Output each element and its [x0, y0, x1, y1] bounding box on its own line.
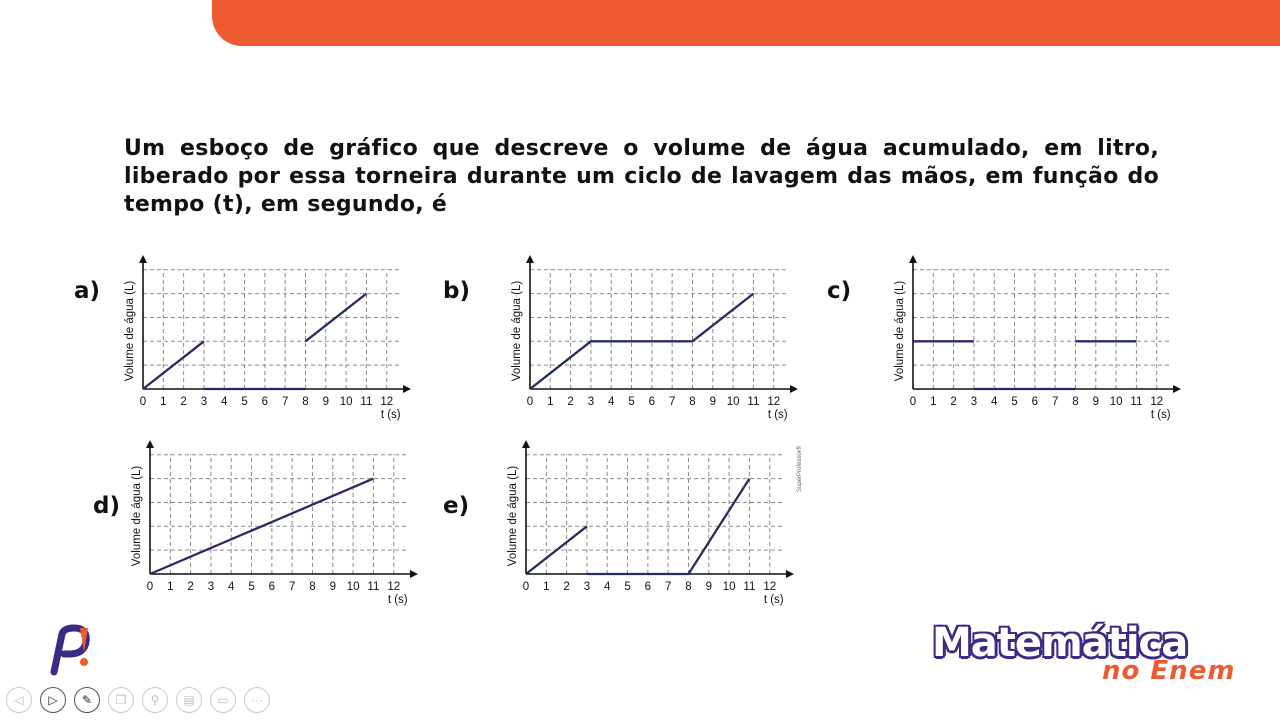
zoom-icon[interactable]: ⚲ — [142, 687, 168, 713]
y-axis-label: Volume de água (L) — [131, 465, 143, 567]
chart-svg — [889, 255, 1189, 435]
x-tick-label: 9 — [322, 396, 329, 408]
chart-option-e[interactable] — [502, 440, 802, 620]
brand-subtitle: no Enem — [1102, 656, 1236, 686]
x-tick-label: 8 — [685, 581, 692, 593]
x-tick-label: 6 — [261, 396, 269, 408]
x-tick-label: 1 — [160, 396, 167, 408]
x-tick-label: 3 — [583, 581, 591, 593]
x-tick-label: 0 — [139, 396, 147, 408]
x-axis-arrow — [410, 570, 418, 578]
x-tick-label: 10 — [339, 396, 353, 408]
x-tick-label: 2 — [950, 396, 957, 408]
option-e-label[interactable]: e) — [443, 493, 470, 519]
x-tick-label: 2 — [563, 581, 570, 593]
x-axis-label: t (s) — [380, 409, 401, 421]
x-tick-label: 7 — [668, 396, 676, 408]
grid — [143, 269, 401, 389]
x-tick-label: 7 — [288, 581, 296, 593]
x-tick-label: 10 — [346, 581, 360, 593]
x-tick-label: 12 — [1150, 396, 1164, 408]
x-tick-label: 5 — [1011, 396, 1018, 408]
x-tick-label: 2 — [567, 396, 574, 408]
x-tick-label: 11 — [747, 396, 760, 408]
x-tick-label: 9 — [329, 581, 336, 593]
grid — [913, 269, 1171, 389]
more-icon[interactable]: ··· — [244, 687, 270, 713]
x-tick-label: 11 — [1130, 396, 1143, 408]
option-c-label[interactable]: c) — [827, 278, 852, 304]
x-tick-label: 0 — [526, 396, 534, 408]
image-credit: SuperProfessor® — [797, 445, 803, 492]
x-axis-arrow — [1173, 385, 1181, 393]
grid — [526, 454, 784, 574]
x-tick-label: 12 — [767, 396, 781, 408]
x-tick-label: 1 — [547, 396, 554, 408]
x-tick-label: 3 — [970, 396, 978, 408]
grid — [150, 454, 408, 574]
x-tick-label: 3 — [200, 396, 208, 408]
grid — [530, 269, 788, 389]
x-tick-label: 6 — [1031, 396, 1039, 408]
x-tick-label: 8 — [309, 581, 316, 593]
x-tick-label: 12 — [380, 396, 394, 408]
y-axis-arrow — [526, 255, 534, 263]
player-toolbar — [6, 686, 270, 714]
y-axis-arrow — [139, 255, 147, 263]
x-tick-label: 6 — [268, 581, 276, 593]
chart-svg — [119, 255, 419, 435]
x-tick-label: 0 — [522, 581, 530, 593]
x-axis-label: t (s) — [1150, 409, 1171, 421]
x-tick-label: 5 — [248, 581, 255, 593]
y-axis-arrow — [909, 255, 917, 263]
header-bar — [212, 0, 1280, 46]
x-tick-label: 8 — [302, 396, 309, 408]
x-tick-label: 11 — [743, 581, 756, 593]
x-tick-label: 8 — [1072, 396, 1079, 408]
prev-icon[interactable]: ◁ — [6, 687, 32, 713]
y-axis-arrow — [146, 440, 154, 448]
y-axis-label: Volume de água (L) — [124, 280, 136, 382]
x-tick-label: 10 — [726, 396, 740, 408]
x-tick-label: 7 — [1051, 396, 1059, 408]
chart-svg — [506, 255, 806, 435]
x-tick-label: 1 — [543, 581, 550, 593]
x-tick-label: 5 — [628, 396, 635, 408]
y-axis-arrow — [522, 440, 530, 448]
x-axis-arrow — [786, 570, 794, 578]
x-tick-label: 1 — [167, 581, 174, 593]
x-tick-label: 1 — [930, 396, 937, 408]
x-tick-label: 7 — [281, 396, 289, 408]
chart-svg — [502, 440, 802, 620]
chart-option-a[interactable] — [119, 255, 419, 435]
x-tick-label: 9 — [709, 396, 716, 408]
copy-icon[interactable]: ❐ — [108, 687, 134, 713]
option-a-label[interactable]: a) — [74, 278, 101, 304]
x-tick-label: 2 — [187, 581, 194, 593]
pen-icon[interactable]: ✎ — [74, 687, 100, 713]
x-tick-label: 10 — [722, 581, 736, 593]
x-axis-label: t (s) — [767, 409, 788, 421]
y-axis-label: Volume de água (L) — [511, 280, 523, 382]
brand-title: Matemática — [932, 620, 1188, 666]
logo-p-icon — [40, 620, 100, 680]
x-axis-label: t (s) — [387, 594, 408, 606]
x-tick-label: 9 — [1092, 396, 1099, 408]
x-tick-label: 8 — [689, 396, 696, 408]
x-tick-label: 9 — [705, 581, 712, 593]
x-tick-label: 3 — [207, 581, 215, 593]
x-tick-label: 7 — [664, 581, 672, 593]
question-text: Um esboço de gráfico que descreve o volume de água acumulado, em litro, liberado por essa torneira durante um ciclo de lavagem das mãos, em função do tempo (t), em segundo, é — [124, 136, 1159, 217]
subtitles-icon[interactable]: ▤ — [176, 687, 202, 713]
x-tick-label: 12 — [387, 581, 401, 593]
x-tick-label: 12 — [763, 581, 777, 593]
y-axis-label: Volume de água (L) — [894, 280, 906, 382]
x-tick-label: 4 — [221, 396, 228, 408]
x-tick-label: 6 — [644, 581, 652, 593]
video-off-icon[interactable]: ▭ — [210, 687, 236, 713]
x-tick-label: 4 — [608, 396, 615, 408]
x-tick-label: 5 — [624, 581, 631, 593]
x-tick-label: 10 — [1109, 396, 1123, 408]
x-tick-label: 3 — [587, 396, 595, 408]
x-tick-label: 0 — [909, 396, 917, 408]
play-icon[interactable]: ▷ — [40, 687, 66, 713]
x-tick-label: 4 — [991, 396, 998, 408]
chart-svg — [126, 440, 426, 620]
x-tick-label: 0 — [146, 581, 154, 593]
x-tick-label: 2 — [180, 396, 187, 408]
x-tick-label: 4 — [228, 581, 235, 593]
x-tick-label: 11 — [367, 581, 380, 593]
x-tick-label: 5 — [241, 396, 248, 408]
x-tick-label: 11 — [360, 396, 373, 408]
x-tick-label: 4 — [604, 581, 611, 593]
chart-option-c[interactable] — [889, 255, 1189, 435]
x-axis-arrow — [790, 385, 798, 393]
chart-option-b[interactable] — [506, 255, 806, 435]
option-d-label[interactable]: d) — [93, 493, 120, 519]
x-tick-label: 6 — [648, 396, 656, 408]
brand-logo — [932, 618, 1252, 698]
chart-option-d[interactable] — [126, 440, 426, 620]
y-axis-label: Volume de água (L) — [507, 465, 519, 567]
option-b-label[interactable]: b) — [443, 278, 470, 304]
x-axis-label: t (s) — [763, 594, 784, 606]
x-axis-arrow — [403, 385, 411, 393]
